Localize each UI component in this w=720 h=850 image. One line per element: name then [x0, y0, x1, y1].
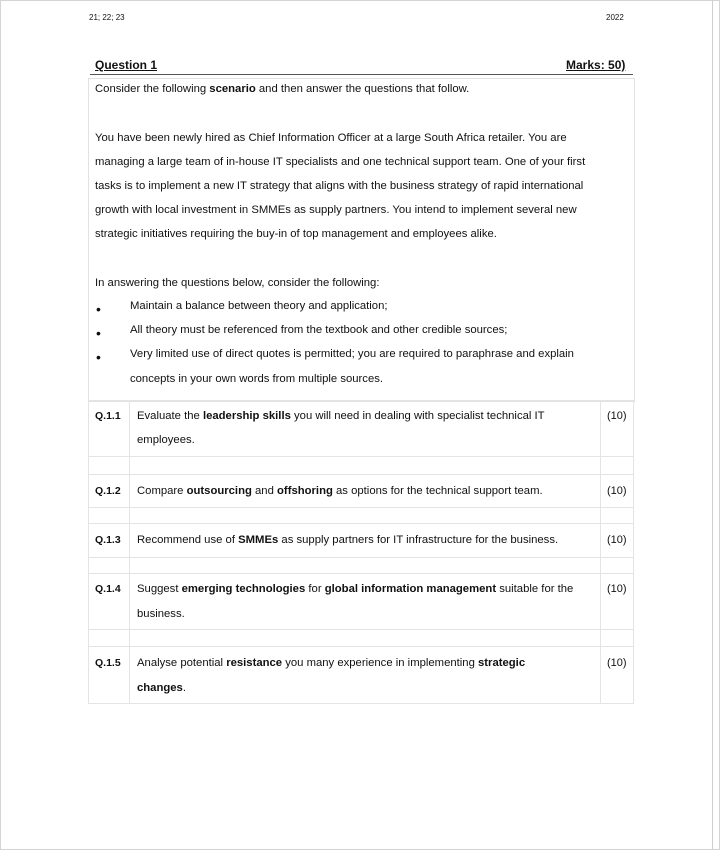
subquestion-marks: (10) [607, 583, 627, 595]
subquestion-number: Q.1.5 [95, 657, 121, 669]
scenario-line-5: strategic initiatives requiring the buy-in of top management and employees alike. [95, 228, 497, 240]
table-rule [88, 456, 633, 457]
instruction-bullet-3: Very limited use of direct quotes is permitted; you are required to paraphrase and explain [130, 348, 574, 360]
subquestion-marks: (10) [607, 534, 627, 546]
instruction-bullet-3-cont: concepts in your own words from multiple sources. [130, 373, 384, 385]
bullet-icon: • [96, 349, 101, 365]
subquestion-text-cont: changes. [137, 682, 186, 694]
scenario-line-3: tasks is to implement a new IT strategy that aligns with the business strategy of rapid international [95, 180, 584, 192]
table-rule [633, 400, 634, 704]
page-edge-rule [712, 0, 713, 850]
bullet-icon: • [96, 325, 101, 341]
subquestion-text: Suggest emerging technologies for global information management suitable for the [137, 583, 574, 595]
subquestion-number: Q.1.4 [95, 583, 121, 595]
instruction-bullet-1: Maintain a balance between theory and application; [130, 300, 388, 312]
subquestion-text: Evaluate the leadership skills you will need in dealing with specialist technical IT [137, 410, 545, 422]
question-title: Question 1 [95, 58, 158, 72]
question-intro: Consider the following scenario and then answer the questions that follow. [95, 83, 470, 95]
subquestion-text: Recommend use of SMMEs as supply partners for IT infrastructure for the business. [137, 534, 559, 546]
subquestion-text: Compare outsourcing and offshoring as options for the technical support team. [137, 485, 543, 497]
scenario-line-1: You have been newly hired as Chief Information Officer at a large South Africa retailer. You are [95, 132, 567, 144]
subquestion-marks: (10) [607, 485, 627, 497]
table-rule [129, 400, 130, 704]
question-marks: Marks: 50) [566, 58, 626, 72]
subquestion-number: Q.1.2 [95, 485, 121, 497]
title-divider [90, 74, 633, 75]
table-rule [88, 507, 633, 508]
bullet-icon: • [96, 301, 101, 317]
subquestion-text-cont: employees. [137, 434, 195, 446]
subquestion-text-cont: business. [137, 608, 185, 620]
subquestion-number: Q.1.3 [95, 534, 121, 546]
subquestion-number: Q.1.1 [95, 410, 121, 422]
subquestion-marks: (10) [607, 410, 627, 422]
table-rule [88, 557, 633, 558]
table-rule [88, 703, 633, 704]
instruction-bullet-2: All theory must be referenced from the textbook and other credible sources; [130, 324, 508, 336]
header-year: 2022 [606, 13, 624, 22]
table-rule [600, 400, 601, 704]
table-rule [88, 523, 633, 524]
subquestion-marks: (10) [607, 657, 627, 669]
scenario-line-4: growth with local investment in SMMEs as supply partners. You intend to implement several new [95, 204, 577, 216]
table-rule [88, 573, 633, 574]
table-rule [88, 400, 633, 401]
scenario-line-2: managing a large team of in-house IT specialists and one technical support team. One of your first [95, 156, 586, 168]
instructions-lead: In answering the questions below, consider the following: [95, 277, 380, 289]
subquestion-text: Analyse potential resistance you many experience in implementing strategic [137, 657, 526, 669]
table-rule [88, 646, 633, 647]
table-rule [88, 629, 633, 630]
table-rule [88, 400, 89, 704]
header-module-codes: 21; 22; 23 [89, 13, 125, 22]
table-rule [88, 474, 633, 475]
